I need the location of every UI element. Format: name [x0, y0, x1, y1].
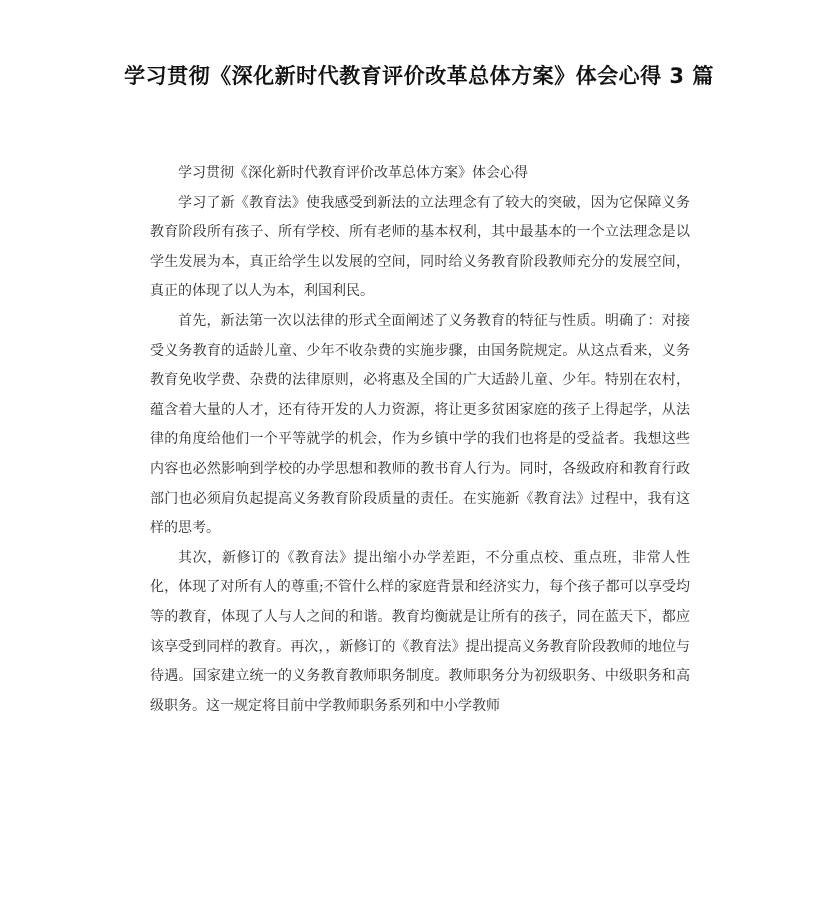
- body-paragraph: 首先，新法第一次以法律的形式全面阐述了义务教育的特征与性质。明确了：对接受义务教育的适龄儿童、少年不收杂费的实施步骤，由国务院规定。从这点看来，义务教育免收学费、杂费的法律原则，必将惠及全国的广大适龄儿童、少年。特别在农村，蕴含着大量的人才，还有待开发的人力资源，将让更多贫困家庭的孩子上得起学，从法律的角度给他们一个平等就学的机会，作为乡镇中学的我们也将是的受益者。我想这些内容也必然影响到学校的办学思想和教师的教书育人行为。同时，各级政府和教育行政部门也必须肩负起提高义务教育阶段质量的责任。在实施新《教育法》过程中，我有这样的思考。: [150, 312, 690, 537]
- subtitle-paragraph: 学习贯彻《深化新时代教育评价改革总体方案》体会心得: [178, 165, 528, 181]
- document-body: [150, 159, 690, 721]
- body-paragraph: 其次，新修订的《教育法》提出缩小办学差距，不分重点校、重点班，非常人性化，体现了对所有人的尊重;不管什么样的家庭背景和经济实力，每个孩子都可以享受均等的教育，体现了人与人之间的和谐。教育均衡就是让所有的孩子，同在蓝天下，都应该享受到同样的教育。再次，，新修订的《教育法》提出提高义务教育阶段教师的地位与待遇。国家建立统一的义务教育教师职务制度。教师职务分为初级职务、中级职务和高级职务。这一规定将目前中学教师职务系列和中小学教师: [150, 549, 690, 714]
- body-paragraph: 学习了新《教育法》使我感受到新法的立法理念有了较大的突破，因为它保障义务教育阶段所有孩子、所有学校、所有老师的基本权利，其中最基本的一个立法理念是以学生发展为本，真正给学生以发展的空间，同时给义务教育阶段教师充分的发展空间，真正的体现了以人为本，利国利民。: [150, 194, 690, 300]
- document-title: 学习贯彻《深化新时代教育评价改革总体方案》体会心得 3 篇: [124, 64, 714, 88]
